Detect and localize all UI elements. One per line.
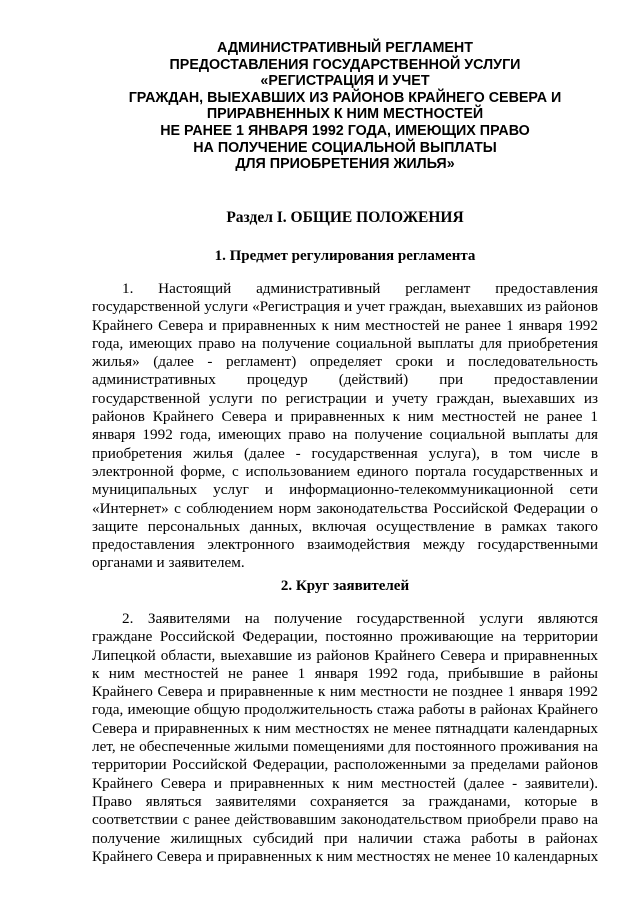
header-line: ГРАЖДАН, ВЫЕХАВШИХ ИЗ РАЙОНОВ КРАЙНЕГО СЕВЕРА И: [128, 89, 562, 106]
paragraph-line: предоставления электронного взаимодействия между государственными: [92, 536, 598, 554]
header-line: ПРЕДОСТАВЛЕНИЯ ГОСУДАРСТВЕННОЙ УСЛУГИ: [169, 56, 521, 73]
paragraph-line: Крайнего Севера и приравненных к ним местностях не менее 10 календарных: [92, 847, 598, 865]
paragraph-line: 1. Настоящий административный регламент предоставления: [122, 280, 598, 297]
paragraph-line: защите персональных данных, включая осуществление в рамках такого: [92, 517, 598, 535]
header-line: ПРИРАВНЕННЫХ К НИМ МЕСТНОСТЕЙ: [206, 106, 484, 123]
header-line: АДМИНИСТРАТИВНЫЙ РЕГЛАМЕНТ: [216, 40, 473, 56]
paragraph-line: территории Российской Федерации, расположенными за пределами районов: [92, 756, 598, 774]
paragraph-line: электронной форме, с использованием единого портала государственных и: [92, 462, 598, 480]
paragraph-line: Крайнего Севера и приравненных к ним местностей (далее - заявители).: [92, 774, 598, 792]
subsection-title: 2. Круг заявителей: [280, 578, 410, 594]
subsection-title: 1. Предмет регулирования регламента: [214, 248, 476, 264]
paragraph-line: государственной услуги по регистрации и учету граждан, выехавших из: [92, 389, 598, 407]
header-line: НА ПОЛУЧЕНИЕ СОЦИАЛЬНОЙ ВЫПЛАТЫ: [193, 139, 497, 156]
paragraph-line: приобретения жилья (далее - государственная услуга), в том числе в: [92, 444, 598, 462]
header-line: «РЕГИСТРАЦИЯ И УЧЕТ: [260, 73, 430, 90]
paragraph-line: муниципальных услуг и информационно-телекоммуникационной сети: [92, 481, 598, 499]
paragraph-line: года, имеющие общую продолжительность стажа работы в районах Крайнего: [92, 701, 598, 719]
paragraph-line: 2. Заявителями на получение государственной услуги являются: [122, 610, 598, 627]
paragraph-line: «Интернет» с соблюдением норм законодательства Российской Федерации о: [92, 499, 598, 517]
paragraph-line: Севера и приравненных к ним местностях не менее пятнадцати календарных: [92, 719, 598, 737]
paragraph-1: [92, 280, 598, 573]
paragraph-line: государственной услуги «Регистрация и учет граждан, выехавших из районов: [92, 298, 598, 316]
paragraph-line: соответствии с ранее действовавшим законодательством приобрели право на: [92, 811, 598, 829]
section-title: Раздел I. ОБЩИЕ ПОЛОЖЕНИЯ: [226, 209, 464, 226]
paragraph-line: к ним местностей не ранее 1 января 1992 года, прибывшие в районы: [92, 664, 598, 682]
paragraph-line: лет, не обеспеченные жилыми помещениями для постоянного проживания на: [92, 738, 598, 756]
paragraph-line: Крайнего Севера и приравненных к ним местностей не ранее 1 января 1992: [92, 316, 598, 334]
paragraph-line: Липецкой области, выехавшие из районов Крайнего Севера и приравненных: [92, 646, 598, 664]
paragraph-line: Право являться заявителями сохраняется за гражданами, которые в: [92, 792, 598, 810]
paragraph-line: января 1992 года, имеющих право на получение социальной выплаты для: [92, 426, 598, 444]
paragraph-line: органами и заявителем.: [92, 554, 245, 572]
paragraph-line: административных процедур (действий) при предоставлении: [92, 371, 598, 389]
document-header: [60, 40, 630, 173]
header-line: НЕ РАНЕЕ 1 ЯНВАРЯ 1992 ГОДА, ИМЕЮЩИХ ПРАВО: [160, 122, 530, 139]
paragraph-line: районов Крайнего Севера и приравненных к ним местностей не ранее 1: [92, 408, 598, 426]
paragraph-2: [92, 610, 598, 866]
paragraph-line: жилья» (далее - регламент) определяет сроки и последовательность: [92, 353, 598, 371]
paragraph-line: граждане Российской Федерации, постоянно проживающие на территории: [92, 628, 598, 646]
header-line: ДЛЯ ПРИОБРЕТЕНИЯ ЖИЛЬЯ»: [235, 156, 455, 173]
paragraph-line: года, имеющих право на получение социальной выплаты для приобретения: [92, 334, 598, 352]
paragraph-line: получение жилищных субсидий при наличии стажа работы в районах: [92, 829, 598, 847]
paragraph-line: Крайнего Севера и приравненные к ним местности не позднее 1 января 1992: [92, 683, 598, 701]
